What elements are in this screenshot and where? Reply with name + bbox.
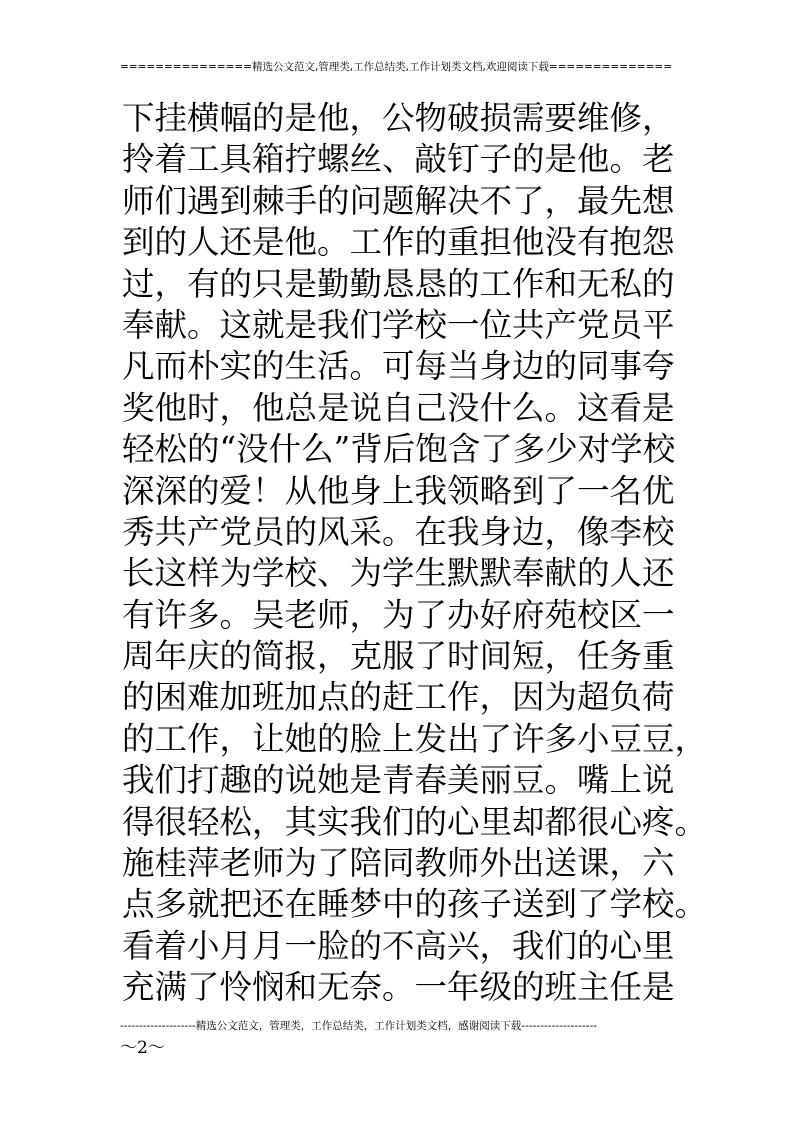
body-line: 施桂萍老师为了陪同教师外出送课，六 xyxy=(122,844,675,883)
body-line: 长这样为学校、为学生默默奉献的人还 xyxy=(122,554,675,593)
body-line: 到的人还是他。工作的重担他没有抱怨 xyxy=(122,223,675,262)
body-line: 凡而朴实的生活。可每当身边的同事夸 xyxy=(122,347,675,386)
page-footer: --------------------精选公文范文，管理类，工作总结类，工作计划类文档，感谢阅读下载-------------------- xyxy=(120,1020,598,1032)
body-line: 得很轻松，其实我们的心里却都很心疼。 xyxy=(122,802,708,841)
body-line: 轻松的“没什么”背后饱含了多少对学校 xyxy=(122,430,676,469)
body-line: 的困难加班加点的赶工作，因为超负荷 xyxy=(122,678,675,717)
body-line: 充满了怜悯和无奈。一年级的班主任是 xyxy=(122,968,675,1007)
body-line: 奉献。这就是我们学校一位共产党员平 xyxy=(122,305,675,344)
body-line: 深深的爱！从他身上我领略到了一名优 xyxy=(122,471,675,510)
page-header: ===============精选公文范文,管理类,工作总结类,工作计划类文档,欢迎阅读下载============== xyxy=(120,61,672,73)
body-line: 下挂横幅的是他，公物破损需要维修， xyxy=(122,99,675,137)
body-line: 师们遇到棘手的问题解决不了，最先想 xyxy=(122,181,675,220)
body-line: 过，有的只是勤勤恳恳的工作和无私的 xyxy=(122,264,675,303)
body-line: 我们打趣的说她是青春美丽豆。嘴上说 xyxy=(122,761,675,800)
body-line: 拎着工具箱拧螺丝、敲钉子的是他。老 xyxy=(122,140,675,179)
body-line: 看着小月月一脸的不高兴，我们的心里 xyxy=(122,926,675,965)
body-line: 点多就把还在睡梦中的孩子送到了学校。 xyxy=(122,885,708,924)
page-number: ～2～ xyxy=(120,1038,165,1058)
document-body xyxy=(122,98,708,1009)
body-line: 秀共产党员的风采。在我身边，像李校 xyxy=(122,512,675,551)
body-line: 周年庆的简报，克服了时间短，任务重 xyxy=(122,637,675,676)
body-line: 有许多。吴老师，为了办好府苑校区一 xyxy=(122,595,675,634)
body-line: 的工作，让她的脸上发出了许多小豆豆， xyxy=(122,719,708,758)
body-line: 奖他时，他总是说自己没什么。这看是 xyxy=(122,388,675,427)
